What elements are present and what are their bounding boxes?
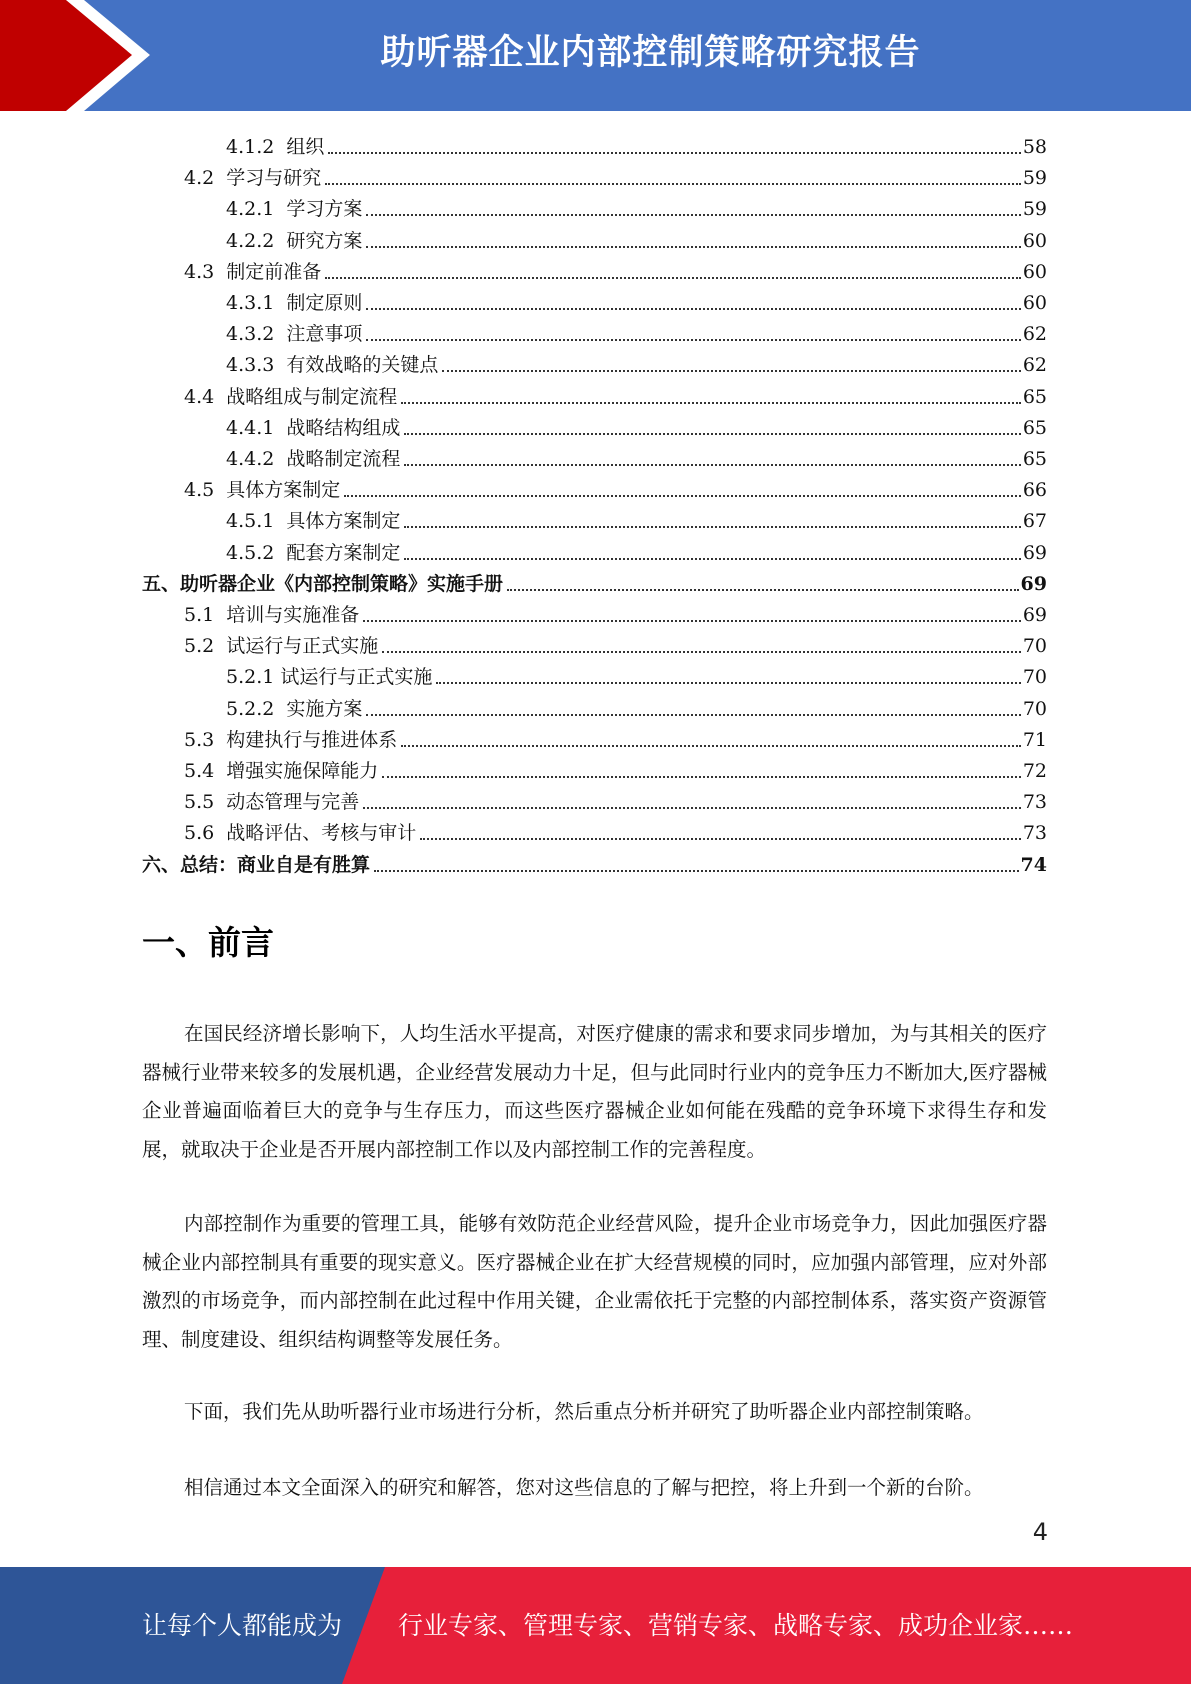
paragraph-2: 内部控制作为重要的管理工具，能够有效防范企业经营风险，提升企业市场竞争力，因此加强医疗器械企业内部控制具有重要的现实意义。医疗器械企业在扩大经营规模的同时，应加强内部管理，应对外部激烈的市场竞争，而内部控制在此过程中作用关键，企业需依托于完整的内部控制体系，落实资产资源管理、制度建设、组织结构调整等发展任务。: [142, 1212, 1047, 1351]
toc-entry-page: 72: [1022, 760, 1047, 782]
toc-entry-label: 5.4 增强实施保障能力: [184, 760, 379, 782]
toc-entry[interactable]: [226, 502, 1047, 533]
page-header: [0, 0, 1191, 111]
toc-dot-leader: [382, 651, 1021, 653]
toc-entry[interactable]: [226, 128, 1047, 159]
paragraph-1: 在国民经济增长影响下，人均生活水平提高，对医疗健康的需求和要求同步增加，为与其相关的医疗器械行业带来较多的发展机遇，企业经营发展动力十足，但与此同时行业内的竞争压力不断加大,医疗器械企业普遍面临着巨大的竞争与生存压力，而这些医疗器械企业如何能在残酷的竞争环境下求得生存和发展，就取决于企业是否开展内部控制工作以及内部控制工作的完善程度。: [142, 1022, 1047, 1161]
toc-entry-label: 4.3.2 注意事项: [226, 323, 363, 346]
toc-entry-label: 4.4.2 战略制定流程: [226, 448, 401, 470]
toc-dot-leader: [436, 682, 1020, 684]
toc-entry-page: 69: [1022, 604, 1047, 626]
toc-dot-leader: [404, 433, 1020, 435]
toc-entry[interactable]: [184, 378, 1047, 409]
toc-dot-leader: [363, 807, 1021, 809]
toc-entry-page: 73: [1022, 791, 1047, 814]
toc-dot-leader: [401, 402, 1021, 404]
toc-dot-leader: [404, 558, 1020, 560]
paragraph-3: 下面，我们先从助听器行业市场进行分析，然后重点分析并研究了助听器企业内部控制策略。: [184, 1400, 984, 1423]
page-footer: [0, 1567, 1191, 1684]
toc-entry[interactable]: [226, 440, 1047, 471]
toc-entry-page: 74: [1020, 853, 1047, 876]
toc-entry-page: 62: [1022, 323, 1047, 346]
toc-entry[interactable]: [226, 690, 1047, 721]
header-red-chevron: [0, 0, 150, 111]
toc-entry-page: 69: [1022, 541, 1047, 564]
toc-entry-page: 70: [1022, 635, 1047, 658]
toc-entry[interactable]: [184, 596, 1047, 627]
toc-entry-page: 62: [1022, 354, 1047, 377]
toc-entry-label: 4.4.1 战略结构组成: [226, 416, 401, 439]
toc-dot-leader: [404, 464, 1020, 466]
toc-entry-page: 60: [1022, 260, 1047, 283]
toc-entry-label: 5.2.2 实施方案: [226, 697, 363, 720]
toc-entry[interactable]: [226, 315, 1047, 346]
toc-dot-leader: [442, 370, 1020, 372]
page-number: 4: [1032, 1518, 1048, 1546]
toc-entry-label: 五、助听器企业《内部控制策略》实施手册: [142, 572, 504, 595]
toc-entry-page: 66: [1022, 479, 1047, 502]
toc-entry[interactable]: [184, 814, 1047, 845]
toc-dot-leader: [325, 277, 1021, 279]
toc-dot-leader: [382, 776, 1021, 778]
toc-entry[interactable]: [142, 565, 1047, 596]
toc-entry-page: 67: [1022, 510, 1047, 533]
toc-entry[interactable]: [184, 471, 1047, 502]
toc-entry[interactable]: [184, 752, 1047, 783]
toc-entry[interactable]: [226, 222, 1047, 253]
toc-dot-leader: [401, 745, 1021, 747]
toc-entry-page: 65: [1022, 385, 1047, 408]
section-heading: 一、前言: [142, 923, 274, 962]
toc-entry-label: 六、总结：商业自是有胜算: [142, 853, 371, 876]
toc-dot-leader: [328, 152, 1020, 154]
toc-entry[interactable]: [226, 409, 1047, 440]
footer-slogan-left: 让每个人都能成为: [142, 1611, 343, 1640]
toc-entry-label: 5.3 构建执行与推进体系: [184, 728, 398, 751]
toc-entry[interactable]: [142, 846, 1047, 877]
toc-entry-page: 59: [1022, 198, 1047, 221]
toc-entry[interactable]: [184, 721, 1047, 752]
toc-entry[interactable]: [184, 253, 1047, 284]
toc-dot-leader: [507, 589, 1019, 591]
toc-entry-label: 5.1 培训与实施准备: [184, 604, 360, 626]
toc-entry-label: 4.3.3 有效战略的关键点: [226, 354, 439, 377]
toc-dot-leader: [366, 246, 1020, 248]
footer-slogan-right: 行业专家、管理专家、营销专家、战略专家、成功企业家……: [398, 1611, 1074, 1640]
document-title: 助听器企业内部控制策略研究报告: [380, 33, 921, 73]
toc-entry[interactable]: [184, 783, 1047, 814]
toc-entry-label: 5.2 试运行与正式实施: [184, 635, 379, 658]
toc-entry-page: 70: [1022, 697, 1047, 720]
toc-entry[interactable]: [226, 346, 1047, 377]
toc-entry-page: 60: [1022, 292, 1047, 314]
toc-entry-label: 5.5 动态管理与完善: [184, 791, 360, 814]
toc-entry-label: 4.3 制定前准备: [184, 260, 322, 283]
toc-entry-page: 58: [1022, 136, 1047, 158]
toc-entry-page: 70: [1022, 666, 1047, 689]
toc-dot-leader: [366, 214, 1020, 216]
toc-dot-leader: [404, 526, 1020, 528]
toc-entry-label: 4.5.2 配套方案制定: [226, 541, 401, 564]
paragraph-4: 相信通过本文全面深入的研究和解答，您对这些信息的了解与把控，将上升到一个新的台阶。: [184, 1476, 984, 1499]
toc-entry[interactable]: [226, 658, 1047, 689]
toc-entry-page: 71: [1022, 728, 1047, 751]
toc-dot-leader: [374, 870, 1019, 872]
toc-entry-page: 60: [1022, 229, 1047, 252]
toc-entry-label: 4.5.1 具体方案制定: [226, 510, 401, 533]
toc-entry-label: 4.2.1 学习方案: [226, 198, 363, 221]
toc-entry[interactable]: [226, 190, 1047, 221]
toc-entry-label: 4.2.2 研究方案: [226, 229, 363, 252]
toc-entry[interactable]: [184, 627, 1047, 658]
toc-dot-leader: [325, 183, 1021, 185]
toc-entry-label: 5.2.1 试运行与正式实施: [226, 666, 433, 689]
toc-dot-leader: [420, 838, 1021, 840]
toc-entry[interactable]: [226, 534, 1047, 565]
toc-dot-leader: [366, 714, 1020, 716]
toc-entry-label: 4.5 具体方案制定: [184, 479, 341, 502]
toc-entry-page: 69: [1020, 572, 1047, 595]
toc-entry[interactable]: [226, 284, 1047, 315]
toc-entry-label: 4.3.1 制定原则: [226, 292, 363, 314]
toc-entry-page: 73: [1022, 822, 1047, 845]
toc-dot-leader: [363, 620, 1021, 622]
header-arrow-decoration: [0, 0, 160, 111]
toc-entry-page: 65: [1022, 416, 1047, 439]
toc-dot-leader: [366, 308, 1020, 310]
toc-entry-label: 4.4 战略组成与制定流程: [184, 385, 398, 408]
toc-entry-label: 5.6 战略评估、考核与审计: [184, 822, 417, 845]
toc-entry-page: 65: [1022, 448, 1047, 470]
toc-dot-leader: [344, 495, 1021, 497]
toc-dot-leader: [366, 339, 1020, 341]
toc-entry-label: 4.2 学习与研究: [184, 167, 322, 190]
toc-entry-page: 59: [1022, 167, 1047, 190]
toc-entry-label: 4.1.2 组织: [226, 136, 325, 158]
toc-entry[interactable]: [184, 159, 1047, 190]
